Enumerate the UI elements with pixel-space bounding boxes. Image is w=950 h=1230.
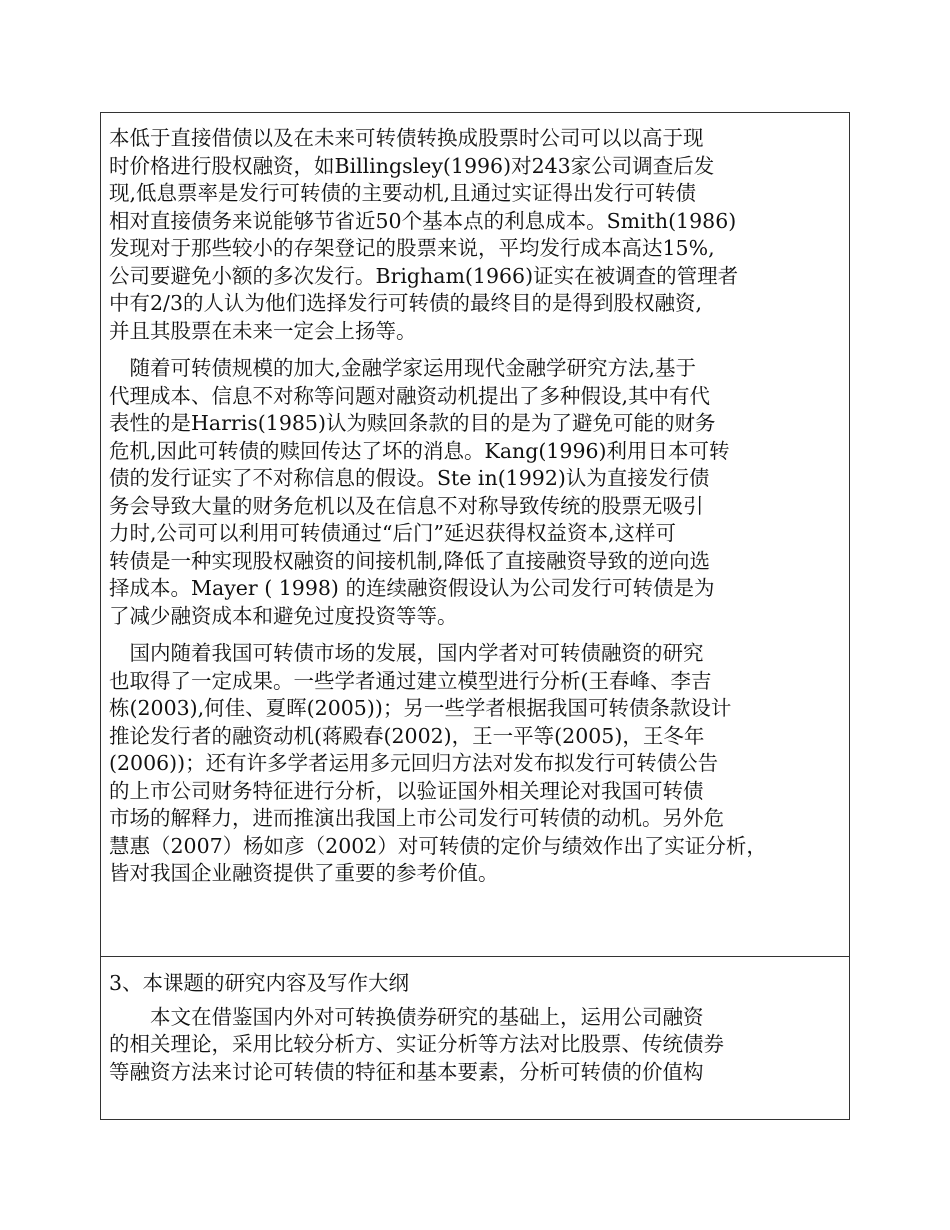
text-line: 也取得了一定成果。一些学者通过建立模型进行分析(王春峰、李吉 [109,668,712,693]
paragraph-foreign-studies [109,125,843,345]
text-line: 务会导致大量的财务危机以及在信息不对称导致传统的股票无吸引 [109,493,704,518]
text-line: 了减少融资成本和避免过度投资等等。 [109,603,458,628]
text-line: 公司要避免小额的多次发行。Brigham(1966)证实在被调查的管理者 [109,263,739,288]
text-line: 相对直接债务来说能够节省近50个基本点的利息成本。Smith(1986) [109,208,737,233]
section-heading: 3、本课题的研究内容及写作大纲 [109,971,410,995]
text-line: 现,低息票率是发行可转债的主要动机,且通过实证得出发行可转债 [109,181,697,205]
text-line: 本低于直接借债以及在未来可转债转换成股票时公司可以以高于现 [109,126,704,150]
research-content-cell [101,956,849,1119]
paragraph-financing-motives [109,355,843,630]
paragraph-research-outline [109,1004,843,1087]
text-line: (2006))；还有许多学者运用多元回归方法对发布拟发行可转债公告 [109,751,719,775]
text-line: 力时,公司可以利用可转债通过“后门”延迟获得权益资本,这样可 [109,521,676,545]
text-line: 转债是一种实现股权融资的间接机制,降低了直接融资导致的逆向选 [109,548,711,573]
paragraph-domestic-studies [109,640,843,888]
text-line: 推论发行者的融资动机(蒋殿春(2002)，王一平等(2005)，王冬年 [109,723,705,748]
text-line: 危机,因此可转债的赎回传达了坏的消息。Kang(1996)利用日本可转 [109,438,730,463]
text-line: 等融资方法来讨论可转债的特征和基本要素，分析可转债的价值构 [109,1059,704,1084]
text-line: 择成本。Mayer ( 1998) 的连续融资假设认为公司发行可转债是为 [109,576,715,600]
literature-review-cell [101,113,849,957]
text-line: 的相关理论，采用比较分析方、实证分析等方法对比股票、传统债券 [109,1032,724,1056]
text-line: 债的发行证实了不对称信息的假设。Ste in(1992)认为直接发行债 [109,466,710,490]
document-table [100,112,850,1120]
literature-review-text [109,125,843,888]
text-line: 皆对我国企业融资提供了重要的参考价值。 [109,861,499,885]
text-line: 本文在借鉴国内外对可转换债券研究的基础上，运用公司融资 [109,1004,704,1029]
text-line: 随着可转债规模的加大,金融学家运用现代金融学研究方法,基于 [109,356,697,380]
text-line: 中有2/3的人认为他们选择发行可转债的最终目的是得到股权融资, [109,291,703,315]
text-line: 表性的是Harris(1985)认为赎回条款的目的是为了避免可能的财务 [109,411,716,435]
text-line: 并且其股票在未来一定会上扬等。 [109,318,417,343]
text-line: 发现对于那些较小的存架登记的股票来说，平均发行成本高达15%, [109,236,715,260]
text-line: 栋(2003),何佳、夏晖(2005))；另一些学者根据我国可转债条款设计 [109,696,732,720]
research-content-text [109,970,843,1086]
text-line: 市场的解释力，进而推演出我国上市公司发行可转债的动机。另外危 [109,806,724,830]
text-line: 慧惠（2007）杨如彦（2002）对可转债的定价与绩效作出了实证分析， [109,833,767,858]
text-line: 国内随着我国可转债市场的发展，国内学者对可转债融资的研究 [109,641,704,665]
text-line: 时价格进行股权融资，如Billingsley(1996)对243家公司调查后发 [109,153,715,178]
text-line: 代理成本、信息不对称等问题对融资动机提出了多种假设,其中有代 [109,383,711,408]
text-line: 的上市公司财务特征进行分析，以验证国外相关理论对我国可转债 [109,778,704,803]
